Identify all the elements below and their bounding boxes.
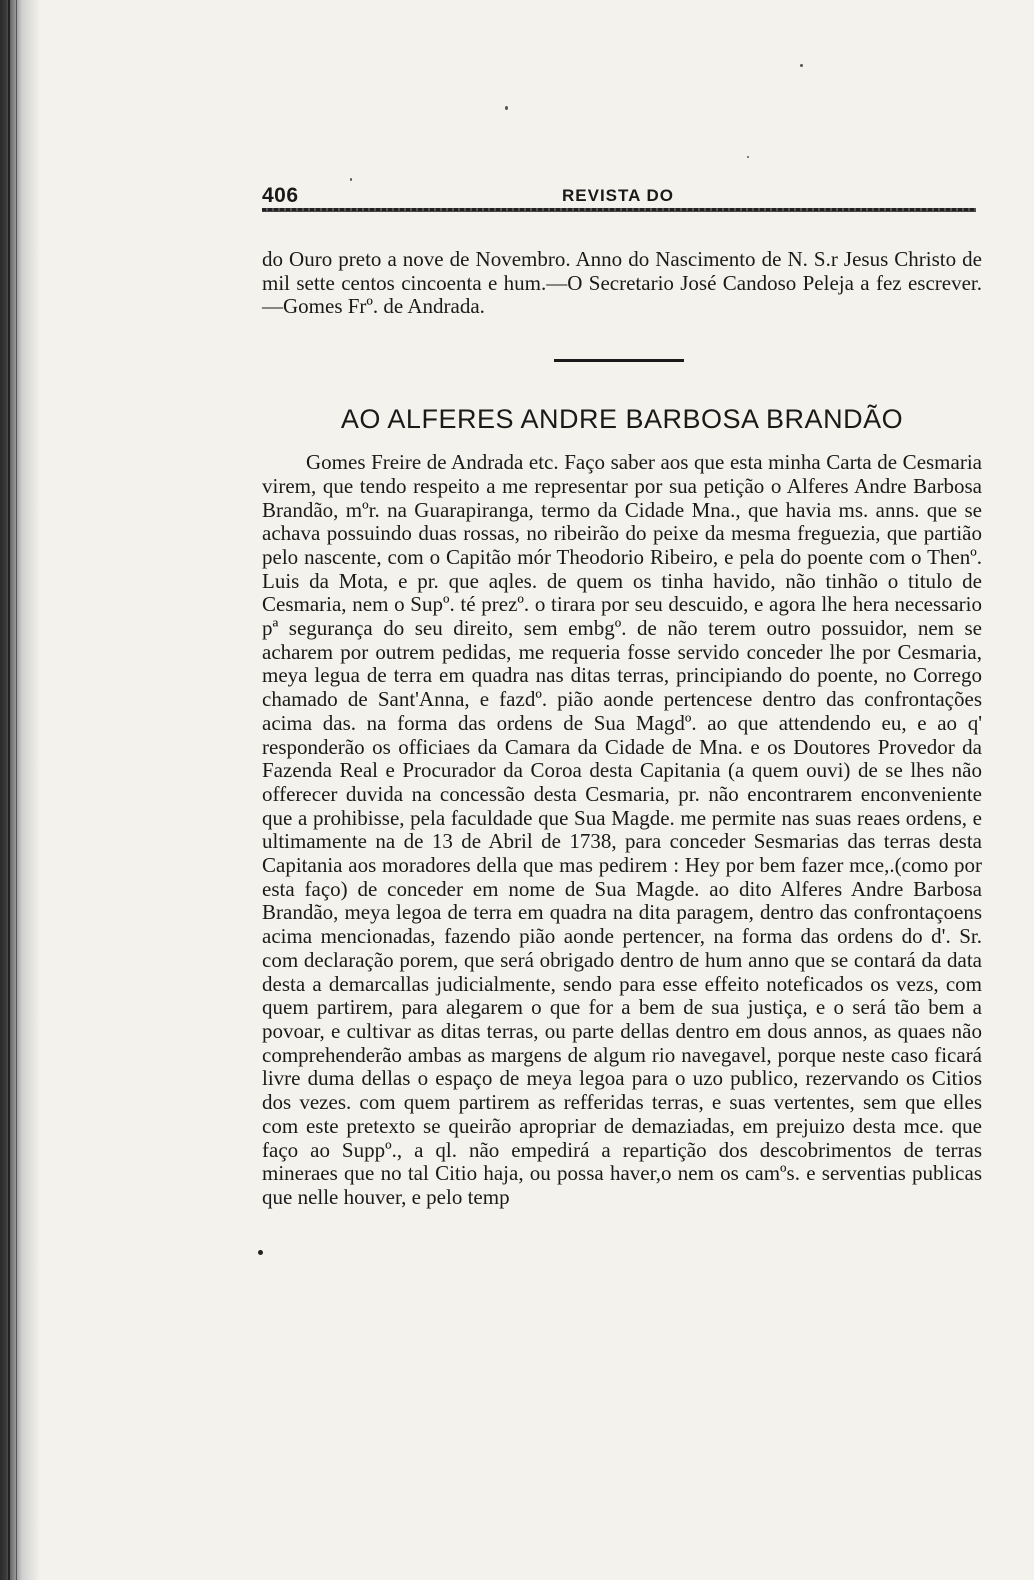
binding-line <box>8 0 10 1580</box>
closing-paragraph: do Ouro preto a nove de Novembro. Anno do Nascimento de N. S.r Jesus Christo de mil sette centos cincoenta e hum.—O Secretario José Candoso Peleja a fez escrever.—Gomes Frº. de Andrada. <box>262 247 982 319</box>
running-title: REVISTA DO <box>562 186 675 205</box>
page-number: 406 <box>262 184 299 207</box>
book-binding-edge <box>0 0 40 1580</box>
header-rule <box>262 208 976 212</box>
print-speck <box>747 156 749 158</box>
page-header <box>262 180 982 210</box>
print-speck <box>258 1250 263 1255</box>
previous-document-ending <box>262 248 982 319</box>
body-paragraph: Gomes Freire de Andrada etc. Faço saber aos que esta minha Carta de Cesmaria virem, que tendo respeito a me representar por sua petição o Alferes Andre Barbosa Brandão, mºr. na Guarapiranga, termo da Cidade Mna., que havia ms. anns. que se achava possuindo duas rossas, no ribeirão do peixe da mesma freguezia, que partião pelo nascente, com o Capitão mór Theodorio Ribeiro, e pela do poente com o Thenº. Luis da Mota, e pr. que aqles. de quem os tinha havido, não tinhão o titulo de Cesmaria, nem o Supº. té prezº. o tirara por seu descuido, e agora lhe hera necessario pª segurança do seu direito, sem embgº. de não terem outro possuidor, nem se acharem por outrem pedidas, me requeria fosse servido conceder lhe por Cesmaria, meya legua de terra em quadra nas ditas terras, principiando do poente, no Corrego chamado de Sant'Anna, e fazdº. pião aonde pertencese dentro das confrontações acima das. na forma das ordens de Sua Magdº. ao que attendendo eu, e ao q' responderão os officiaes da Camara da Cidade de Mna. e os Doutores Provedor da Fazenda Real e Procurador da Coroa desta Capitania (a quem ouvi) de se lhes não offerecer duvida na concessão desta Cesmaria, pr. não encontrarem enconveniente que a prohibisse, pela faculdade que Sua Magde. me permite nas suas reaes ordens, e ultimamente na de 13 de Abril de 1738, para conceder Sesmarias das terras desta Capitania aos moradores della que mas pedirem : Hey por bem fazer mce,.(como por esta faço) de conceder em nome de Sua Magde. ao dito Alferes Andre Barbosa Brandão, meya legoa de terra em quadra na dita paragem, dentro das confrontaçoens acima mencionadas, fazendo pião aonde pertencer, na forma das ordens do d'. Sr. com declaração porem, que será obrigado dentro de hum anno que se contará da data desta a demarcallas judicialmente, sendo para esse effeito noteficados os vezs, com quem partirem, para alegarem o que for a bem de sua justiça, e o será tão bem a povoar, e cultivar as ditas terras, ou parte dellas dentro em dous annos, as quaes não comprehenderão ambas as margens de algum rio navegavel, porque neste caso ficará livre duma dellas o espaço de meya legoa para o uzo publico, rezervando os Citios dos vezes. com quem partirem as refferidas terras, e suas vertentes, sem que elles com este pretexto se queirão apropriar de demaziadas, em prejuizo desta mce. que faço ao Suppº., a ql. não empedirá a repartição dos descobrimentos de terras mineraes que no tal Citio haja, ou possa haver,o nem os camºs. e serventias publicas que nelle houver, e pelo temp <box>262 450 982 1209</box>
document-body <box>262 451 982 1210</box>
document-title: AO ALFERES ANDRE BARBOSA BRANDÃO <box>340 404 904 435</box>
section-divider <box>554 359 684 362</box>
binding-line <box>16 0 17 1580</box>
print-speck <box>800 64 803 67</box>
print-speck <box>505 106 508 110</box>
book-page <box>262 180 982 1210</box>
